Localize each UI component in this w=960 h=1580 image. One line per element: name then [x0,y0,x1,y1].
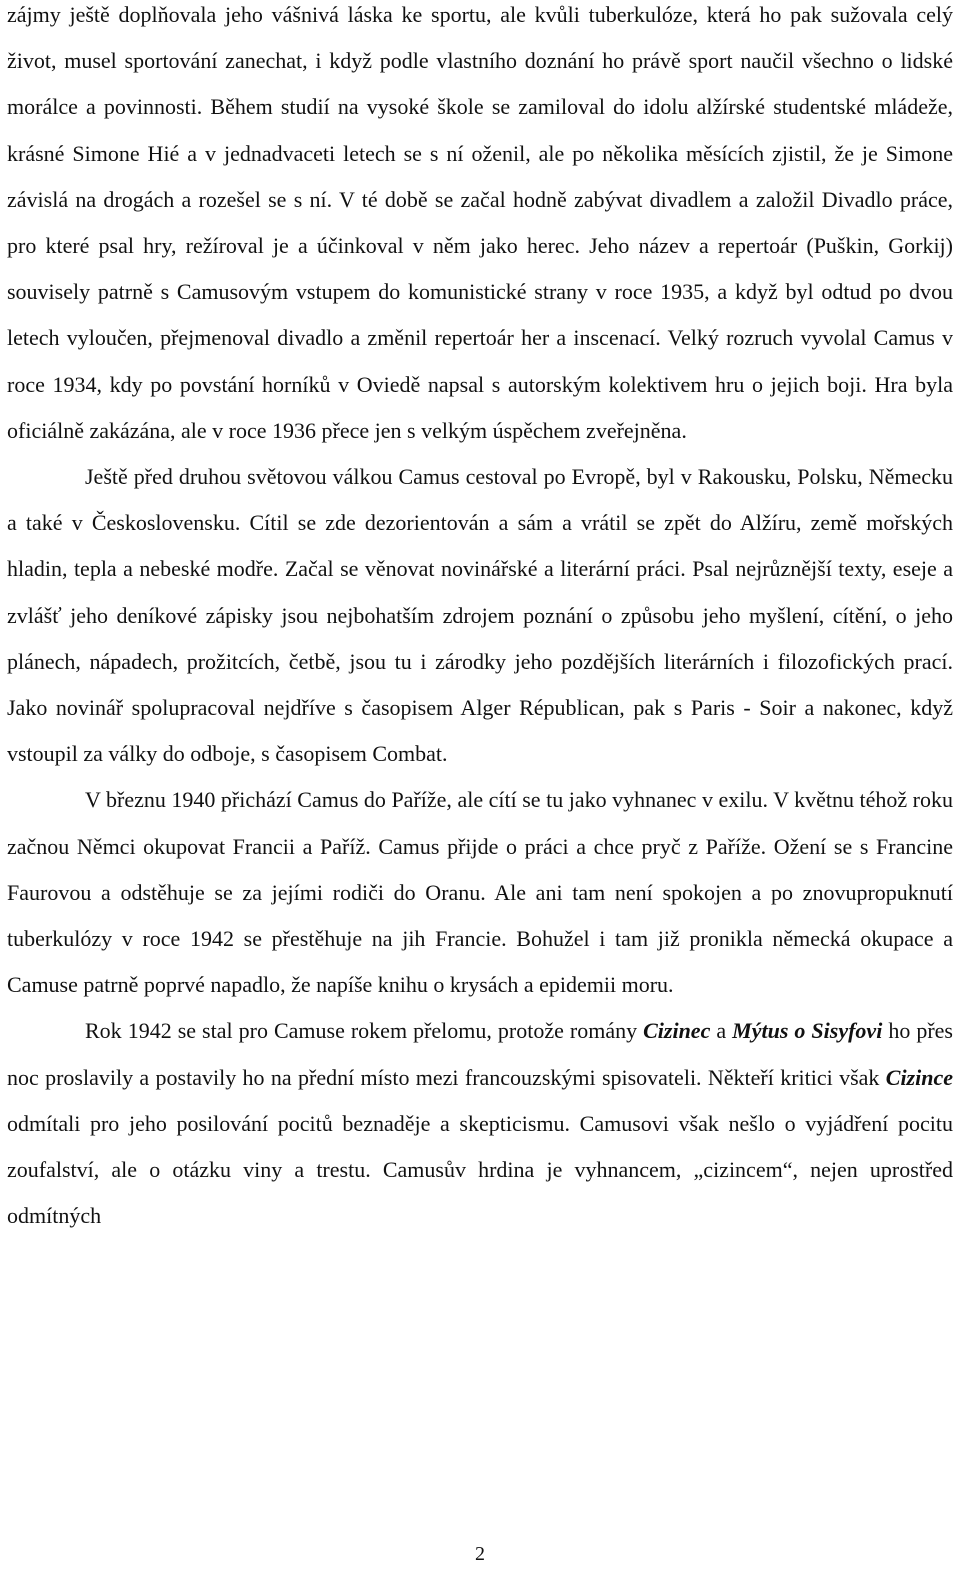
text-run: Rok 1942 se stal pro Camuse rokem přelomu, protože romány [85,1018,644,1044]
book-title: Mýtus o Sisyfovi [732,1018,883,1044]
text-run: V březnu 1940 přichází Camus do Paříže, ale cítí se tu jako vyhnanec v exilu. V květnu téhož roku začnou Němci okupovat Francii a Paříž. Camus přijde o práci a chce pryč z Paříže. Ožení se s Francine Faurovou a odstěhuje se za jejími rodiči do Oranu. Ale ani tam není spokojen a po znovupropuknutí tuberkulózy v roce 1942 se přestěhuje na jih Francie. Bohužel i tam již pronikla německá okupace a Camuse patrně poprvé napadlo, že napíše knihu o krysách a epidemii moru. [7,787,953,998]
document-page [7,0,953,1580]
text-run: ho přes noc proslavily a postavily ho na přední místo mezi francouzskými spisovateli. Někteří kritici však [7,1018,953,1090]
paragraph [7,454,953,777]
paragraph [7,1008,953,1239]
book-title: Cizinec [643,1018,711,1044]
text-run: zájmy ještě doplňovala jeho vášnivá láska ke sportu, ale kvůli tuberkulóze, která ho pak sužovala celý život, musel sportování zanechat, i když podle vlastního doznání ho právě sport naučil všechno o lidské morálce a povinnosti. Během studií na vysoké škole se zamiloval do idolu alžírské studentské mládeže, krásné Simone Hié a v jednadvaceti letech se s ní oženil, ale po několika měsících zjistil, že je Simone závislá na drogách a rozešel se s ní. V té době se začal hodně zabývat divadlem a založil Divadlo práce, pro které psal hry, režíroval je a účinkoval v něm jako herec. Jeho název a repertoár (Puškin, Gorkij) souvisely patrně s Camusovým vstupem do komunistické strany v roce 1935, a když byl odtud po dvou letech vyloučen, přejmenoval divadlo a změnil repertoár her a inscenací. Velký rozruch vyvolal Camus v roce 1934, kdy po povstání horníků v Oviedě napsal s autorským kolektivem hru o jejich boji. Hra byla oficiálně zakázána, ale v roce 1936 přece jen s velkým úspěchem zveřejněna. [7,2,953,443]
text-run: Ještě před druhou světovou válkou Camus cestoval po Evropě, byl v Rakousku, Polsku, Německu a také v Československu. Cítil se zde dezorientován a sám a vrátil se zpět do Alžíru, země mořských hladin, tepla a nebeské modře. Začal se věnovat novinářské a literární práci. Psal nejrůznější texty, eseje a zvlášť jeho deníkové zápisky jsou nejbohatším zdrojem poznání o způsobu jeho myšlení, cítění, o jeho plánech, nápadech, prožitcích, četbě, jsou tu i zárodky jeho pozdějších literárních i filozofických prací. Jako novinář spolupracoval nejdříve s časopisem Alger Républican, pak s Paris - Soir a nakonec, když vstoupil za války do odboje, s časopisem Combat. [7,464,953,767]
book-title: Cizince [885,1064,953,1090]
body-text [7,0,953,1239]
paragraph [7,777,953,1008]
text-run: odmítali pro jeho posilování pocitů beznaděje a skepticismu. Camusovi však nešlo o vyjádření pocitu zoufalství, ale o otázku viny a trestu. Camusův hrdina je vyhnancem, „cizincem“, nejen uprostřed odmítných [7,1110,953,1229]
page-number: 2 [475,1543,485,1565]
paragraph [7,0,953,454]
text-run: a [710,1018,733,1044]
